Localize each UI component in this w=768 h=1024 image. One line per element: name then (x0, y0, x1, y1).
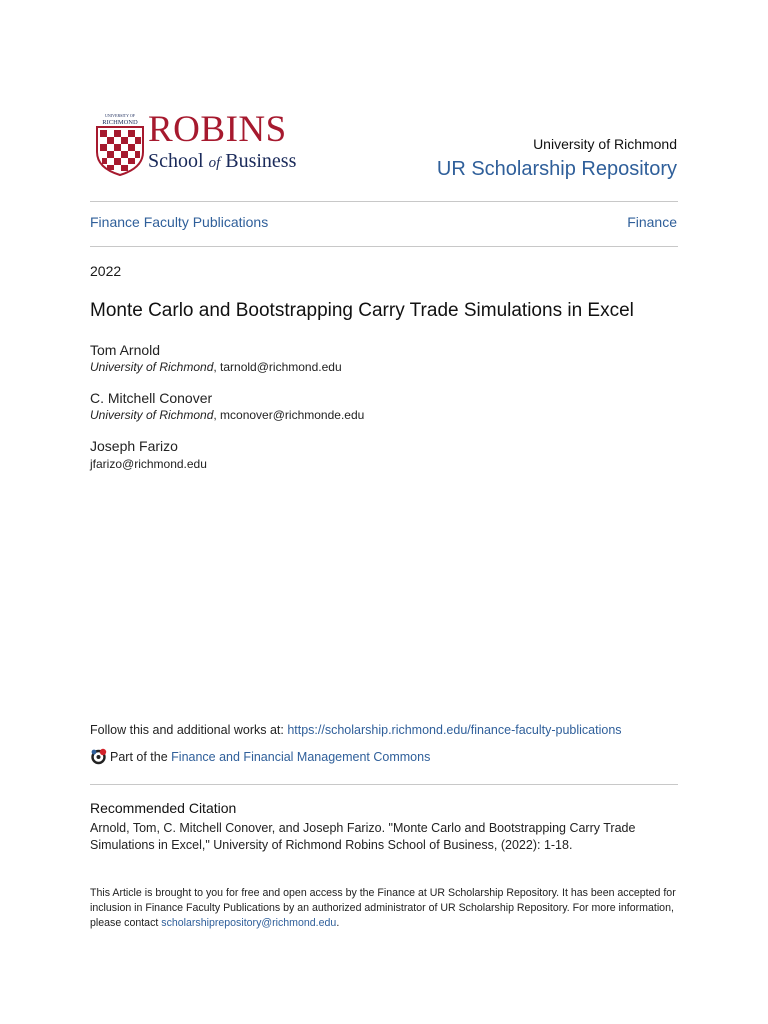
contact-email-link[interactable]: scholarshiprepository@richmond.edu (161, 917, 337, 929)
author-name: Tom Arnold (90, 342, 161, 358)
commons-network-icon (90, 748, 107, 765)
author-affiliation: University of Richmond, mconover@richmonde.edu (90, 408, 365, 422)
follow-url-link[interactable]: https://scholarship.richmond.edu/finance-faculty-publications (287, 723, 622, 737)
publication-year: 2022 (90, 263, 122, 279)
svg-text:RICHMOND: RICHMOND (102, 119, 138, 126)
author-name: C. Mitchell Conover (90, 390, 213, 406)
collection-link[interactable]: Finance Faculty Publications (90, 214, 269, 230)
department-link[interactable]: Finance (627, 214, 677, 230)
divider (90, 246, 678, 247)
author-affiliation: University of Richmond, tarnold@richmond.edu (90, 360, 342, 374)
article-title: Monte Carlo and Bootstrapping Carry Trade Simulations in Excel (90, 300, 634, 321)
citation-text: Arnold, Tom, C. Mitchell Conover, and Joseph Farizo. "Monte Carlo and Bootstrapping Carry Trade Simulations in Excel," University of Richmond Robins School of Business, (2022): 1-18. (90, 821, 636, 852)
author-email: jfarizo@richmond.edu (90, 457, 207, 471)
follow-line: Follow this and additional works at: https://scholarship.richmond.edu/finance-faculty-publications (90, 723, 622, 737)
divider (90, 201, 678, 202)
access-notice: This Article is brought to you for free and open access by the Finance at UR Scholarship Repository. It has been accepted for inclusion in Finance Faculty Publications by an authorized administrator of UR Scholarship Repository. For more information, please contact scholarshiprepository@richmond.edu. (90, 887, 676, 929)
part-of-line: Part of the Finance and Financial Management Commons (90, 748, 430, 765)
university-shield-icon (94, 112, 146, 176)
author-name: Joseph Farizo (90, 438, 178, 454)
logo-school-text: School of Business (148, 150, 297, 172)
repository-link[interactable]: UR Scholarship Repository (436, 158, 677, 180)
logo-robins-text: ROBINS (148, 109, 287, 150)
commons-link[interactable]: Finance and Financial Management Commons (171, 750, 431, 764)
svg-text:UNIVERSITY OF: UNIVERSITY OF (105, 113, 135, 118)
citation-heading: Recommended Citation (90, 800, 237, 816)
university-name: University of Richmond (533, 136, 677, 152)
robins-school-logo (94, 109, 324, 178)
divider (90, 784, 678, 785)
